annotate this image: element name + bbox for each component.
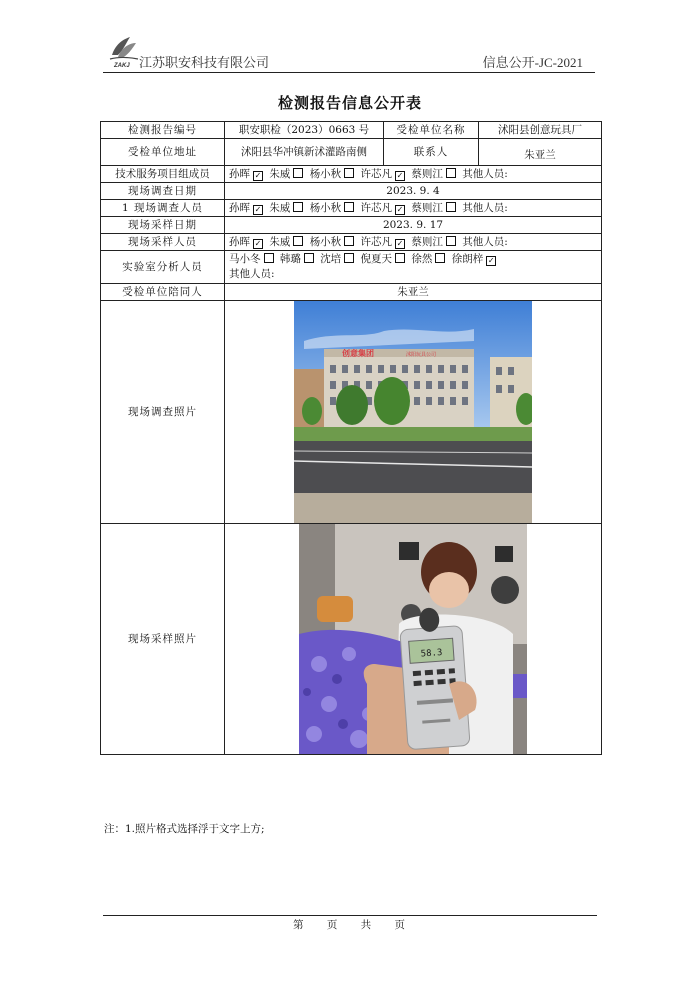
page-footer xyxy=(0,917,700,932)
checkbox-checked: ✓ xyxy=(487,256,495,265)
member-name: 许芯凡 xyxy=(360,168,393,180)
sampling-photo-label: 现场采样照片 xyxy=(101,524,225,755)
document-code: 信息公开-JC-2021 xyxy=(482,55,583,70)
checkbox-unchecked xyxy=(344,168,354,178)
checkbox-checked: ✓ xyxy=(254,205,262,214)
member-name: 蔡则江 xyxy=(411,168,443,180)
checkbox-unchecked xyxy=(293,236,303,246)
checkbox-unchecked xyxy=(344,202,354,212)
member-name: 沈培 xyxy=(320,253,342,265)
checkbox-unchecked xyxy=(446,168,456,178)
other-label: 其他人员: xyxy=(462,236,508,248)
table-row xyxy=(101,234,602,251)
lab-members xyxy=(225,251,602,284)
footer-divider xyxy=(103,915,597,916)
member-name: 杨小秋 xyxy=(309,202,342,214)
table-row xyxy=(101,183,602,200)
unit-name-value: 沭阳县创意玩具厂 xyxy=(479,122,602,139)
table-row xyxy=(101,166,602,183)
member-name: 杨小秋 xyxy=(309,236,342,248)
member-name: 倪夏天 xyxy=(360,253,393,265)
lab-label: 实验室分析人员 xyxy=(101,251,225,284)
member-name: 徐朗梓 xyxy=(451,253,484,265)
checkbox-checked: ✓ xyxy=(254,239,262,248)
checkbox-unchecked xyxy=(344,236,354,246)
report-no-value: 职安职检（2023）0663 号 xyxy=(225,122,384,139)
survey-photo-label: 现场调查照片 xyxy=(101,301,225,524)
table-row xyxy=(101,217,602,234)
other-label: 其他人员: xyxy=(462,168,508,180)
footnote: 注：1.照片格式选择浮于文字上方; xyxy=(104,823,265,835)
member-name: 孙晖 xyxy=(229,202,250,214)
report-no-label: 检测报告编号 xyxy=(101,122,225,139)
footer-text: 页 xyxy=(326,919,340,931)
table-row xyxy=(101,122,602,139)
checkbox-checked: ✓ xyxy=(254,171,262,180)
company-logo-icon xyxy=(106,33,140,69)
member-name: 杨小秋 xyxy=(309,168,342,180)
member-name: 马小冬 xyxy=(229,253,261,265)
meter-readout: 58.3 xyxy=(420,648,443,660)
checkbox-unchecked xyxy=(293,202,303,212)
tech-team-members xyxy=(225,166,602,183)
table-row xyxy=(101,251,602,284)
survey-photo-cell xyxy=(225,301,602,524)
page-header xyxy=(103,30,595,73)
member-name: 朱威 xyxy=(269,202,291,214)
member-name: 蔡则江 xyxy=(411,236,443,248)
samplers-members xyxy=(225,234,602,251)
page-title: 检测报告信息公开表 xyxy=(277,94,422,112)
member-name: 许芯凡 xyxy=(360,236,393,248)
checkbox-unchecked xyxy=(435,253,445,263)
address-value: 沭阳县华冲镇新沭灌路南侧 xyxy=(225,139,384,166)
survey-date-value: 2023. 9. 4 xyxy=(225,183,602,200)
table-row xyxy=(101,139,602,166)
checkbox-unchecked xyxy=(344,253,354,263)
escort-label: 受检单位陪同人 xyxy=(101,284,225,301)
survey-photo xyxy=(294,301,532,523)
member-name: 许芯凡 xyxy=(360,202,393,214)
member-name: 朱威 xyxy=(269,236,291,248)
member-name: 朱威 xyxy=(269,168,291,180)
checkbox-checked: ✓ xyxy=(396,171,404,180)
sampling-date-label: 现场采样日期 xyxy=(101,217,225,234)
checkbox-unchecked xyxy=(446,202,456,212)
checkbox-unchecked xyxy=(304,253,314,263)
checkbox-unchecked xyxy=(446,236,456,246)
sampling-date-value: 2023. 9. 17 xyxy=(225,217,602,234)
surveyors-label: 1 现场调查人员 xyxy=(101,200,225,217)
checkbox-unchecked xyxy=(395,253,405,263)
tech-team-label: 技术服务项目组成员 xyxy=(101,166,225,183)
survey-date-label: 现场调查日期 xyxy=(101,183,225,200)
member-name: 徐然 xyxy=(411,253,433,265)
logo-text: ZAKJ xyxy=(114,63,130,69)
contact-label: 联系人 xyxy=(384,139,479,166)
sampling-photo xyxy=(299,524,527,754)
other-label: 其他人员: xyxy=(229,268,275,280)
table-row xyxy=(101,284,602,301)
samplers-label: 现场采样人员 xyxy=(101,234,225,251)
table-row xyxy=(101,301,602,524)
factory-sign-sub: 沭阳玩具公司 xyxy=(406,352,437,358)
checkbox-unchecked xyxy=(293,168,303,178)
info-table xyxy=(100,121,602,755)
table-row xyxy=(101,524,602,755)
footer-text: 第 xyxy=(292,919,306,931)
checkbox-checked: ✓ xyxy=(396,205,404,214)
company-name: 江苏职安科技有限公司 xyxy=(139,56,270,71)
other-label: 其他人员: xyxy=(462,202,508,214)
surveyors-members xyxy=(225,200,602,217)
member-name: 孙晖 xyxy=(229,236,250,248)
table-row xyxy=(101,200,602,217)
factory-sign: 创意集团 xyxy=(342,349,374,358)
checkbox-unchecked xyxy=(264,253,274,263)
member-name: 蔡则江 xyxy=(411,202,443,214)
contact-value: 朱亚兰 xyxy=(479,139,602,166)
checkbox-checked: ✓ xyxy=(396,239,404,248)
member-name: 韩璐 xyxy=(279,253,301,265)
address-label: 受检单位地址 xyxy=(101,139,225,166)
escort-value: 朱亚兰 xyxy=(225,284,602,301)
footer-text: 页 xyxy=(394,919,408,931)
unit-name-label: 受检单位名称 xyxy=(384,122,479,139)
sampling-photo-cell xyxy=(225,524,602,755)
footer-text: 共 xyxy=(360,919,374,931)
member-name: 孙晖 xyxy=(229,168,250,180)
